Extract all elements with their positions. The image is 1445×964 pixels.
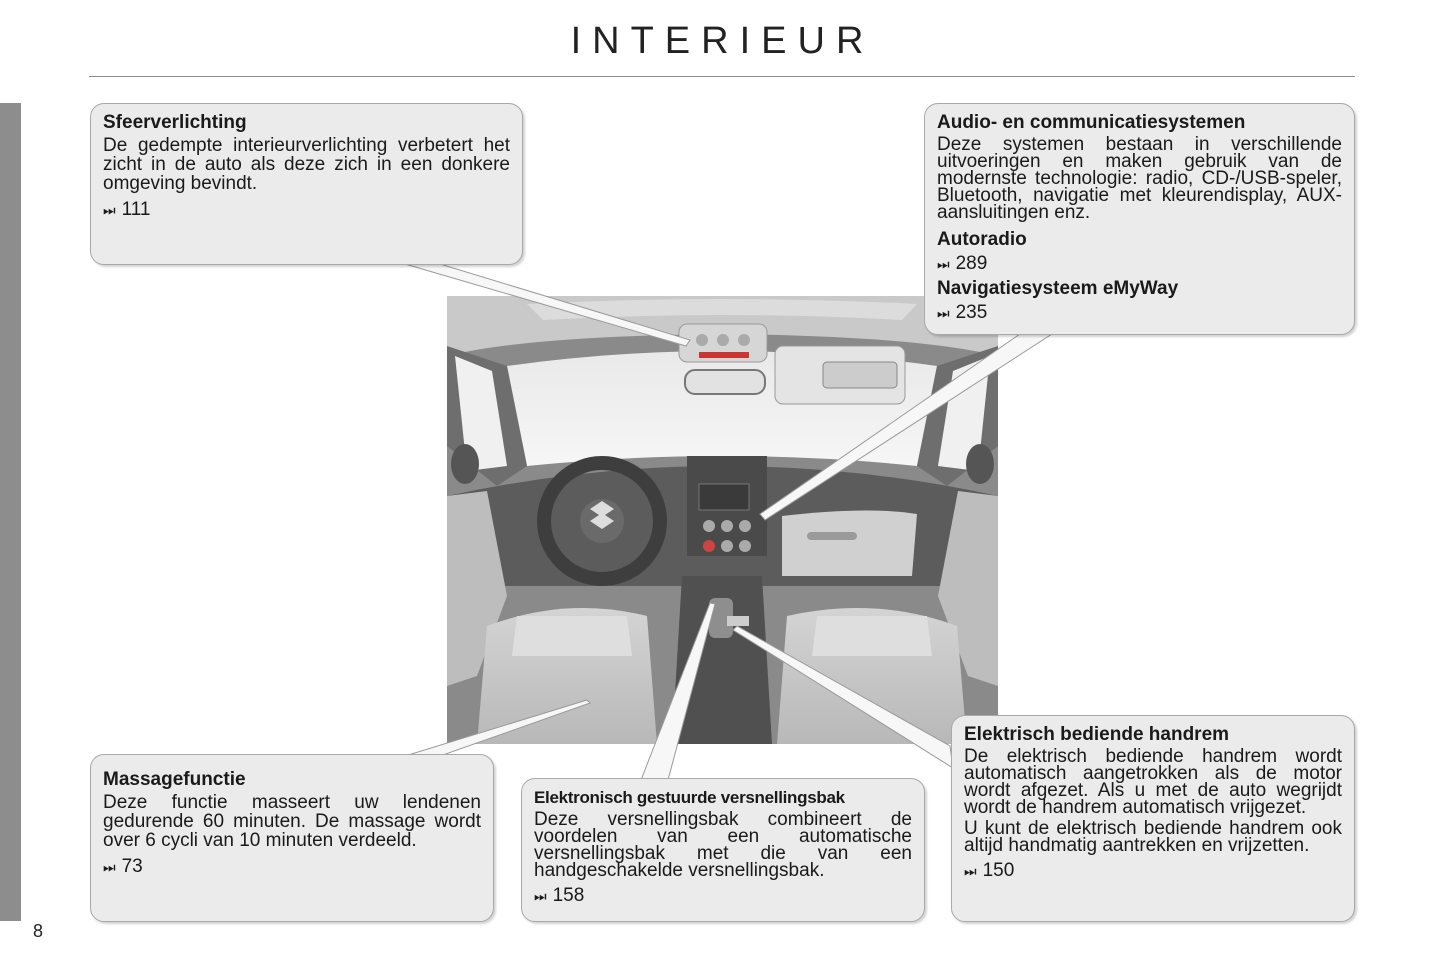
page-reference-number: 158 (552, 885, 585, 906)
skip-forward-icon: ⏭ (103, 859, 114, 875)
page-reference-number: 111 (121, 199, 151, 220)
page-reference[interactable] (937, 253, 1342, 275)
car-interior-illustration (447, 296, 998, 744)
page-title: INTERIEUR (570, 20, 875, 62)
callout-handrem (951, 715, 1355, 922)
callout-text: Deze systemen bestaan in verschillende uitvoeringen en maken gebruik van de modernste technologie: radio, CD-/USB-speler, Bluetooth, navigatie met kleurendisplay, AUX-aansluitingen enz. (937, 134, 1342, 223)
page-reference[interactable] (937, 302, 1342, 324)
callout-massagefunctie (90, 754, 494, 922)
subheading-navigatie: Navigatiesysteem eMyWay (937, 278, 1179, 299)
skip-forward-icon: ⏭ (103, 202, 114, 218)
callout-audio-communicatie (924, 103, 1355, 335)
title-divider (89, 76, 1355, 77)
callout-versnellingsbak (521, 778, 925, 922)
callout-text: U kunt de elektrisch bediende handrem ook altijd handmatig aantrekken en vrijzetten. (964, 818, 1342, 856)
skip-forward-icon: ⏭ (937, 305, 948, 321)
side-tab-bar (0, 103, 21, 921)
callout-text: De elektrisch bediende handrem wordt automatisch aangetrokken als de motor wordt afgezet. Als u met de auto wegrijdt wordt de handrem automatisch vrijgezet. (964, 746, 1342, 818)
callout-text: Deze functie masseert uw lendenen gedurende 60 minuten. De massage wordt over 6 cycli van 10 minuten verdeeld. (103, 792, 481, 851)
page-reference-number: 235 (955, 302, 988, 323)
callout-text: Deze versnellingsbak combineert de voordelen van een automatische versnellingsbak met die van een handgeschakelde versnellingsbak. (534, 809, 912, 881)
page-reference[interactable] (534, 885, 912, 907)
callout-heading: Massagefunctie (103, 769, 246, 790)
callout-sfeerverlichting (90, 103, 523, 265)
page-reference[interactable] (964, 860, 1342, 882)
callout-text: De gedempte interieurverlichting verbetert het zicht in de auto als deze zich in een donkere omgeving bevindt. (103, 135, 510, 194)
skip-forward-icon: ⏭ (964, 863, 975, 879)
skip-forward-icon: ⏭ (534, 888, 545, 904)
page-reference[interactable] (103, 856, 481, 878)
callout-heading: Audio- en communicatiesystemen (937, 112, 1246, 133)
page-reference-number: 289 (955, 253, 988, 274)
page-number: 8 (33, 921, 44, 941)
callout-heading: Sfeerverlichting (103, 112, 247, 133)
callout-heading: Elektronisch gestuurde versnellingsbak (534, 788, 845, 807)
page-reference-number: 73 (121, 856, 143, 877)
skip-forward-icon: ⏭ (937, 256, 948, 272)
callout-heading: Elektrisch bediende handrem (964, 724, 1230, 745)
page-reference[interactable] (103, 199, 510, 221)
subheading-autoradio: Autoradio (937, 229, 1027, 250)
page-reference-number: 150 (982, 860, 1015, 881)
